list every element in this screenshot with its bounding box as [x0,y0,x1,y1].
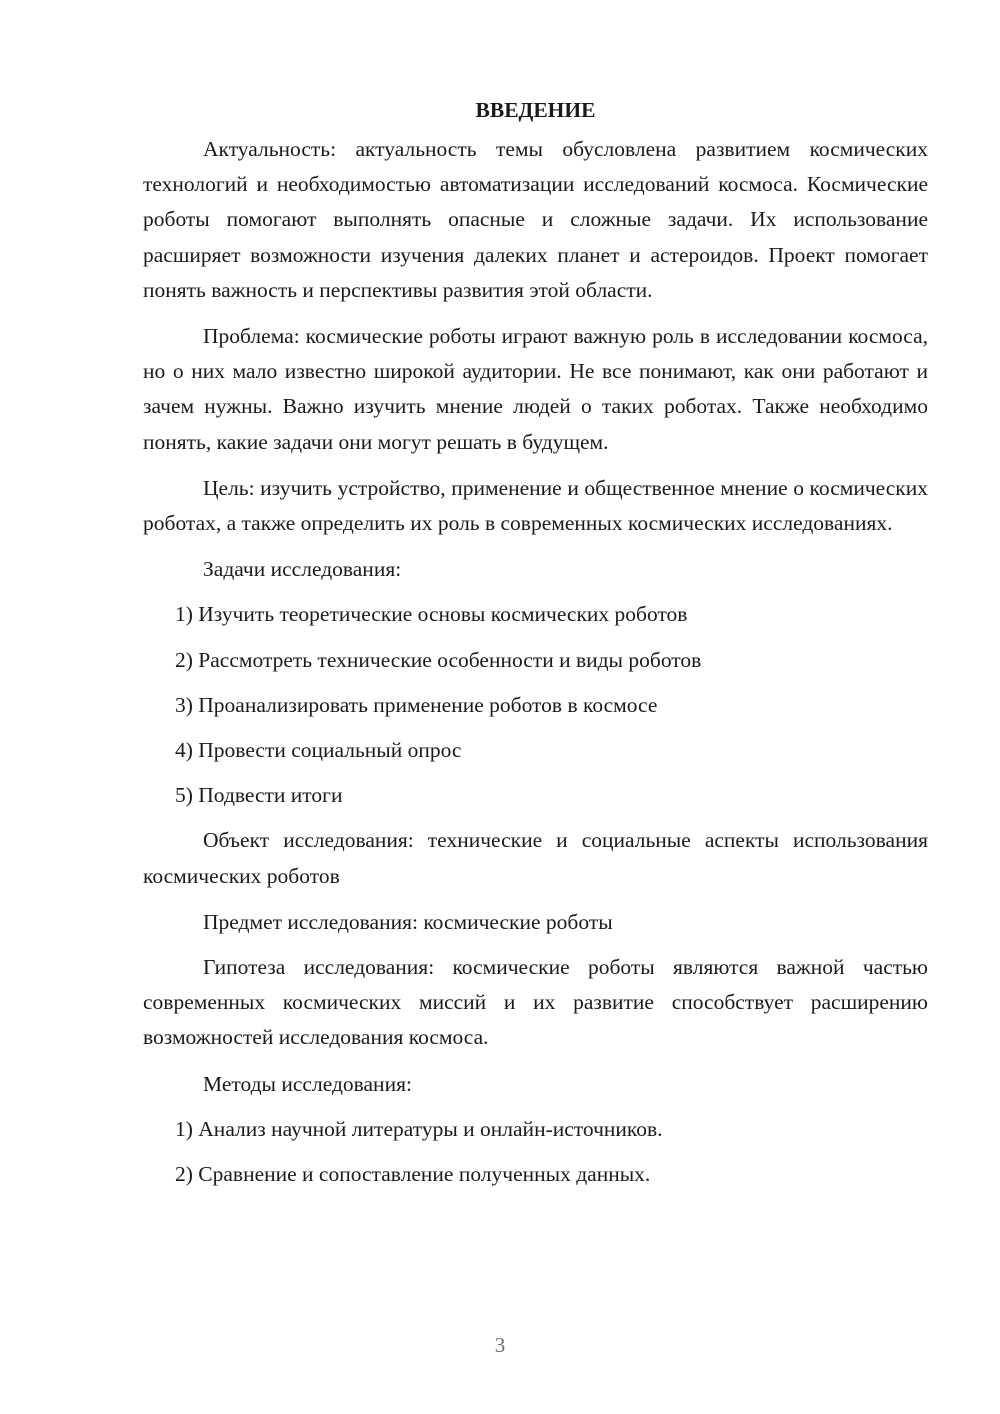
tasks-heading: Задачи исследования: [203,557,402,582]
subject-paragraph: Предмет исследования: космические роботы [203,909,613,934]
task-item: 2) Рассмотреть технические особенности и виды роботов [175,647,702,672]
relevance-paragraph: Актуальность: актуальность темы обусловлена развитием космических технологий и необходимостью автоматизации исследований космоса. Космические роботы помогают выполнять опасные и сложные задачи. Их использование расширяет возможности изучения далеких планет и астероидов. Проект помогает понять важность и перспективы развития этой области. [143,137,928,302]
methods-heading: Методы исследования: [203,1071,412,1096]
task-item: 3) Проанализировать применение роботов в космосе [175,692,658,717]
page-number: 3 [494,1333,506,1357]
task-item: 4) Провести социальный опрос [175,738,462,763]
goal-paragraph: Цель: изучить устройство, применение и общественное мнение о космических роботах, а также определить их роль в современных космических исследованиях. [143,475,928,536]
page-content [143,92,928,1202]
task-item: 5) Подвести итоги [175,783,343,808]
hypothesis-paragraph: Гипотеза исследования: космические роботы являются важной частью современных космических миссий и их развитие способствует расширению возможностей исследования космоса. [143,955,928,1050]
tasks-list [143,597,928,813]
task-item: 1) Изучить теоретические основы космических роботов [175,602,688,627]
method-item: 1) Анализ научной литературы и онлайн-источников. [175,1116,663,1141]
object-paragraph: Объект исследования: технические и социальные аспекты использования космических роботов [143,828,928,888]
method-item: 2) Сравнение и сопоставление полученных данных. [175,1162,651,1187]
methods-list [143,1112,928,1192]
section-title: ВВЕДЕНИЕ [475,98,596,122]
problem-paragraph: Проблема: космические роботы играют важную роль в исследовании космоса, но о них мало известно широкой аудитории. Не все понимают, как они работают и зачем нужны. Важно изучить мнение людей о таких роботах. Также необходимо понять, какие задачи они могут решать в будущем. [143,324,928,454]
